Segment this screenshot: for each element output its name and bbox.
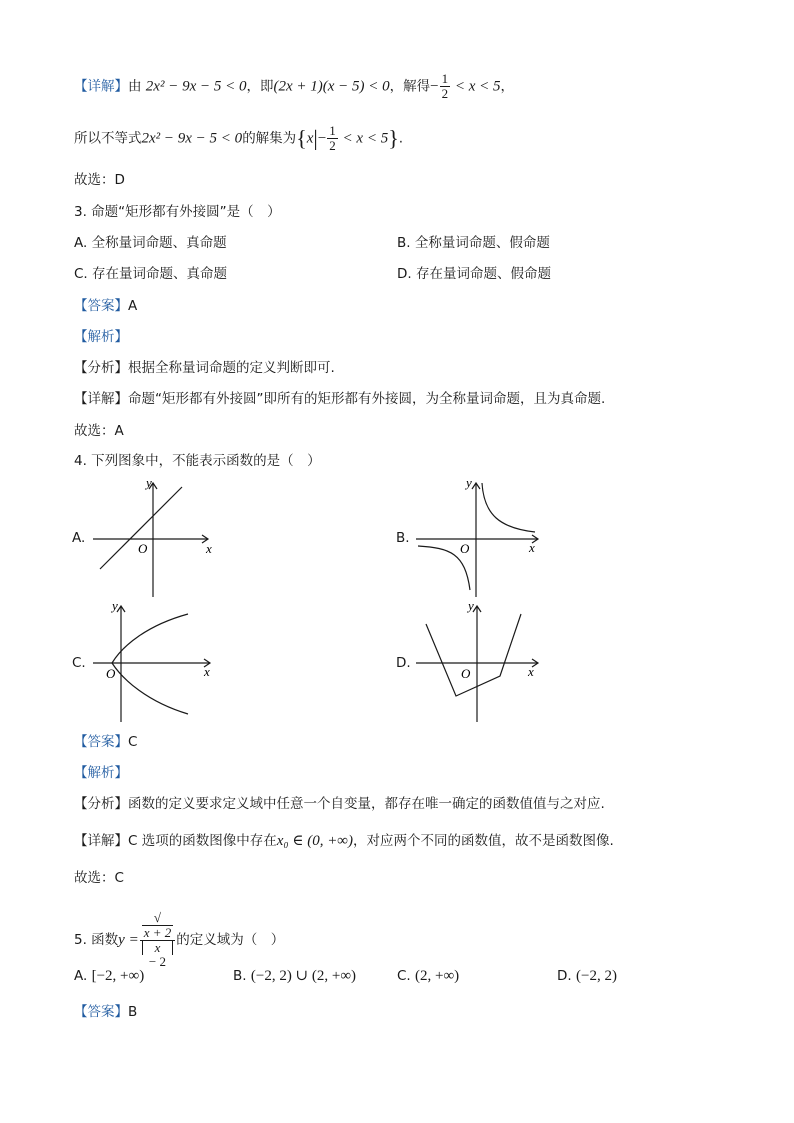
minus-sign: − [317, 130, 327, 147]
q3-answer [74, 296, 137, 316]
x-axis-label: x [528, 664, 534, 679]
graph-c-label: C. [72, 655, 86, 671]
x-axis-label: x [529, 540, 535, 555]
answer-tag: 【答案】 [74, 734, 128, 750]
answer-value: C [128, 734, 138, 750]
set-variable: x [306, 130, 314, 147]
detail-text: 由 [128, 78, 142, 95]
detail-text: 命题“矩形都有外接圆”即所有的矩形都有外接圆，为全称量词命题，且为真命题. [128, 391, 606, 407]
detail-text: C 选项的函数图像中存在 [128, 833, 277, 849]
range-tail: < x < 5 [451, 78, 501, 95]
detail-math: x₀ ∈ (0, +∞) [276, 833, 354, 849]
y-axis-label: y [468, 600, 474, 613]
origin-label: O [460, 541, 470, 556]
q5-option-a [74, 966, 144, 986]
sqrt-content: x + 2 [143, 925, 172, 940]
fraction-denominator: 2 [441, 86, 449, 101]
y-axis-label: y [466, 475, 472, 490]
answer-tag: 【答案】 [74, 1004, 128, 1020]
fraction-half [440, 72, 451, 101]
graph-a-label: A. [72, 530, 86, 546]
punctuation: ， [500, 78, 515, 95]
graph-d-piecewise [410, 600, 550, 725]
q3-option-d [397, 264, 551, 284]
q3-option-c [74, 264, 227, 284]
q3-analysis [74, 327, 128, 347]
q3-fenxi [74, 358, 335, 378]
q2-solution-set-line [74, 124, 403, 153]
option-label: C. [397, 968, 411, 984]
q4-stem: 4. 下列图象中，不能表示函数的是（ ） [74, 453, 321, 469]
q5-option-d [557, 966, 617, 986]
q4-choice: 故选：C [74, 870, 124, 886]
q3-option-b [397, 233, 550, 253]
option-label: D. [397, 266, 412, 282]
q5-option-c [397, 966, 459, 986]
origin-label: O [461, 666, 471, 681]
answer-value: A [128, 298, 138, 314]
stem-text: 5. 函数 [74, 932, 119, 948]
q5-option-b [233, 966, 356, 986]
option-text: (−2, 2) [575, 968, 617, 984]
detail-tag: 【详解】 [74, 391, 128, 407]
set-separator: | [313, 125, 318, 151]
detail-text: 的解集为 [242, 130, 297, 147]
option-text: (−2, 2) ∪ (2, +∞) [250, 968, 357, 984]
inequality: 2x² − 9x − 5 < 0 [141, 130, 243, 147]
fraction-denominator: 2 [329, 138, 336, 153]
fraction-numerator: 1 [329, 123, 336, 138]
option-text: 全称量词命题、假命题 [414, 235, 550, 251]
stem-text: 的定义域为（ ） [176, 932, 285, 948]
brace-close: } [388, 125, 399, 151]
analysis-tag: 【解析】 [74, 765, 128, 781]
range-tail: < x < 5 [338, 130, 389, 147]
punctuation: . [398, 130, 404, 147]
graph-d-label: D. [396, 655, 411, 671]
q4-answer [74, 732, 137, 752]
x-axis-label: x [204, 664, 210, 679]
fenxi-tag: 【分析】 [74, 360, 128, 376]
q3-choice: 故选：A [74, 423, 124, 439]
answer-tag: 【答案】 [74, 298, 128, 314]
fenxi-text: 根据全称量词命题的定义判断即可. [128, 360, 335, 376]
origin-label: O [106, 666, 116, 681]
graph-c-parabola [88, 600, 228, 725]
fenxi-text: 函数的定义要求定义域中任意一个自变量，都存在唯一确定的函数值值与之对应. [128, 796, 605, 812]
option-text: (2, +∞) [415, 968, 460, 984]
option-label: C. [74, 266, 88, 282]
detail-text: 所以不等式 [74, 130, 142, 147]
q4-analysis [74, 763, 128, 783]
inequality: 2x² − 9x − 5 < 0 [145, 78, 247, 95]
minus-sign: − [430, 78, 439, 95]
detail-text: ，对应两个不同的函数值，故不是函数图像. [353, 833, 614, 849]
option-text: 存在量词命题、假命题 [415, 266, 551, 282]
q3-detail [74, 389, 605, 409]
detail-tag: 【详解】 [74, 833, 128, 849]
detail-tag: 【详解】 [74, 78, 128, 95]
function-fraction [140, 911, 176, 969]
option-label: B. [233, 968, 247, 984]
option-text: [−2, +∞) [91, 968, 145, 984]
detail-text: ，解得 [389, 78, 431, 95]
fraction-half [327, 124, 338, 153]
option-label: A. [74, 235, 88, 251]
brace-open: { [296, 125, 307, 151]
q4-detail [74, 831, 614, 851]
q3-option-a [74, 233, 227, 253]
fraction-numerator: 1 [441, 71, 449, 86]
abs-value: x [142, 941, 174, 955]
fraction-numerator: √ x + 2 [140, 911, 176, 941]
option-text: 全称量词命题、真命题 [91, 235, 227, 251]
y-axis-label: y [112, 600, 118, 613]
graph-b-hyperbola [410, 475, 550, 600]
graph-a-line [88, 475, 228, 600]
option-label: D. [557, 968, 572, 984]
denominator-tail: − 2 [148, 954, 167, 969]
q5-answer [74, 1002, 137, 1022]
fraction-denominator [140, 941, 176, 969]
option-label: B. [397, 235, 411, 251]
graph-b-label: B. [396, 530, 410, 546]
answer-value: B [128, 1004, 138, 1020]
x-axis-label: x [206, 541, 212, 556]
q5-stem [74, 911, 284, 969]
q4-fenxi [74, 794, 605, 814]
option-label: A. [74, 968, 88, 984]
q2-choice: 故选：D [74, 172, 125, 188]
detail-text: ，即 [246, 78, 274, 95]
analysis-tag: 【解析】 [74, 329, 128, 345]
q3-stem: 3. 命题“矩形都有外接圆”是（ ） [74, 204, 281, 220]
origin-label: O [138, 541, 148, 556]
factored-inequality: (2x + 1)(x − 5) < 0 [273, 78, 390, 95]
fenxi-tag: 【分析】 [74, 796, 128, 812]
function-name: y = [118, 932, 139, 948]
option-text: 存在量词命题、真命题 [92, 266, 228, 282]
y-axis-label: y [146, 475, 152, 490]
q2-detail-line [74, 72, 514, 101]
